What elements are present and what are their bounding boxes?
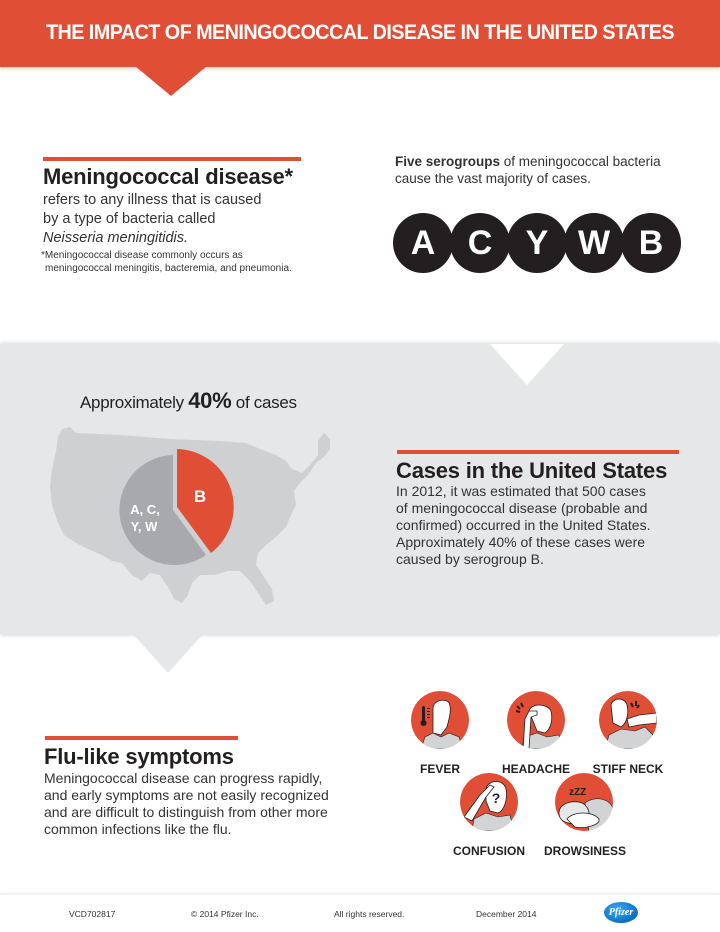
headache-icon <box>507 691 565 749</box>
band-pointer <box>132 633 204 673</box>
header-pointer <box>135 66 207 96</box>
sleep-z-glyph: zZZ <box>569 787 587 798</box>
symptom-label: FEVER <box>419 762 460 776</box>
pie-label-other-1: A, C, <box>130 502 160 517</box>
approx-value: 40% <box>188 388 232 413</box>
serogroup-badges <box>393 213 678 273</box>
section-rule <box>45 736 238 740</box>
definition-line: refers to any illness that is caused <box>43 192 262 208</box>
symptoms-line: and early symptoms are not easily recognized <box>44 787 329 803</box>
symptom-label: STIFF NECK <box>592 762 664 776</box>
serogroup-b-badge: B <box>621 213 681 273</box>
stiff-neck-icon <box>599 691 657 749</box>
confusion-icon <box>460 773 518 831</box>
serogroup-w-badge: W <box>564 213 624 273</box>
page-header <box>0 0 720 67</box>
bacteria-name: Neisseria meningitidis. <box>43 230 189 246</box>
cases-line: of meningococcal disease (probable and <box>396 500 648 516</box>
symptoms-line: and are difficult to distinguish from other more <box>44 804 328 820</box>
footer-rights: All rights reserved. <box>334 909 405 919</box>
symptoms-text <box>44 770 329 838</box>
footer-copyright: © 2014 Pfizer Inc. <box>191 909 259 919</box>
symptom-label: HEADACHE <box>501 762 570 776</box>
footer-divider <box>0 893 720 895</box>
footnote-line: meningococcal meningitis, bacteremia, and pneumonia. <box>45 263 292 274</box>
symptom-drowsiness <box>544 773 627 858</box>
serogroup-a-badge: A <box>393 213 453 273</box>
cases-line: confirmed) occurred in the United States. <box>396 517 651 533</box>
section-rule <box>43 157 301 161</box>
serogroups-intro-rest: of meningococcal bacteria <box>500 154 661 169</box>
footnote-line: *Meningococcal disease commonly occurs as <box>41 250 243 261</box>
approx-prefix: Approximately <box>80 393 189 412</box>
symptom-stiff-neck <box>588 691 668 776</box>
serogroups-intro-line2: cause the vast majority of cases. <box>395 171 591 186</box>
us-map-pie-chart <box>40 425 340 615</box>
symptom-confusion <box>449 773 529 858</box>
cases-line: In 2012, it was estimated that 500 cases <box>396 483 646 499</box>
page-title: THE IMPACT OF MENINGOCOCCAL DISEASE IN THE UNITED STATES <box>45 20 675 44</box>
serogroups-intro <box>395 153 661 187</box>
cases-text <box>396 483 650 568</box>
symptom-label: DROWSINESS <box>544 844 627 858</box>
cases-line: caused by serogroup B. <box>396 551 544 567</box>
footer-code: VCD702817 <box>69 909 116 919</box>
fever-icon <box>411 691 469 749</box>
band-notch <box>490 344 564 385</box>
cases-heading: Cases in the United States <box>396 458 668 483</box>
symptoms-line: common infections like the flu. <box>44 821 232 837</box>
definition-footnote <box>41 249 292 275</box>
pie-label-b: B <box>193 487 207 506</box>
symptoms-line: Meningococcal disease can progress rapidly, <box>44 770 323 786</box>
question-mark-glyph: ? <box>491 790 501 806</box>
symptom-label: CONFUSION <box>453 844 525 858</box>
symptoms-heading: Flu-like symptoms <box>44 744 234 769</box>
approx-suffix: of cases <box>231 393 297 412</box>
definition-heading: Meningococcal disease* <box>43 164 293 189</box>
pie-label-other-2: Y, W <box>130 519 158 534</box>
serogroup-c-badge: C <box>450 213 510 273</box>
definition-text <box>43 191 261 248</box>
definition-line: by a type of bacteria called <box>43 211 216 227</box>
approx-label <box>80 388 297 414</box>
symptom-fever <box>400 691 480 776</box>
serogroups-intro-bold: Five serogroups <box>395 154 501 169</box>
pfizer-logo: Pfizer <box>604 902 638 923</box>
section-rule <box>397 450 679 454</box>
serogroup-y-badge: Y <box>507 213 567 273</box>
drowsiness-icon <box>555 773 613 831</box>
symptom-headache <box>496 691 576 776</box>
footer-date: December 2014 <box>476 909 537 919</box>
cases-line: Approximately 40% of these cases were <box>396 534 646 550</box>
